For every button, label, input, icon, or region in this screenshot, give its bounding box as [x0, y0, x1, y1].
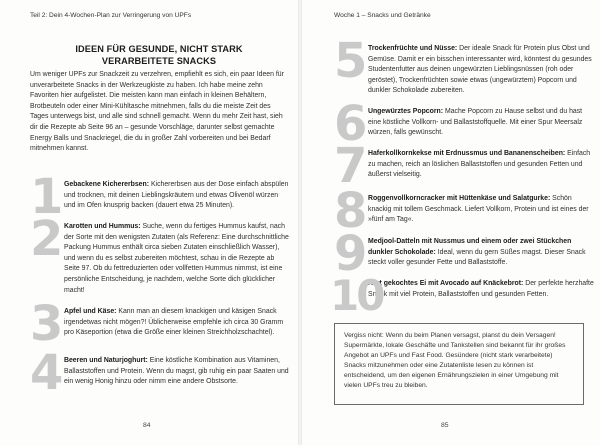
item-body: Schön knackig mit tollem Geschmack. Liefert Vollkorn, Protein und ist eines der »fünf am Tag«. [368, 195, 589, 224]
snack-item-9 [334, 226, 594, 282]
snack-item-5 [334, 33, 594, 97]
item-heading: Beeren und Naturjoghurt: [64, 357, 148, 364]
item-number: 3 [30, 296, 64, 352]
item-body: Kichererbsen aus der Dose einfach abspülen und trocknen, mit deinen Lieblingskräutern und etwas Olivenöl würzen und im Ofen knusprig backen (dauert etwa 25 Minuten). [64, 181, 289, 210]
item-text [334, 107, 594, 139]
item-heading: Apfel und Käse: [64, 308, 117, 315]
item-heading: Karotten und Hummus: [64, 223, 141, 230]
item-number: 2 [30, 211, 64, 267]
item-text [30, 356, 290, 388]
item-body: Suche, wenn du fertiges Hummus kaufst, nach der Sorte mit den wenigsten Zutaten (als Referenz: Eine durchschnittliche Packung Hummus enthält circa sieben Zutaten einschließlich Wasser), und wenn du es selbst zubereiten möchtest, schau in die Rezepte ab Seite 97. Ob du fettreduzierten oder vollfetten Hummus nimmst, ist eine persönliche Entscheidung, je nachdem, welche Sorte dich glücklicher macht! [64, 223, 289, 294]
item-number: 1 [30, 169, 64, 225]
item-heading: Roggenvollkorncracker mit Hüttenkäse und Salatgurke: [368, 195, 551, 202]
running-head: Teil 2: Dein 4-Wochen-Plan zur Verringerung von UPFs [30, 12, 192, 19]
tip-text: Vergiss nicht: Wenn du beim Planen versagst, planst du dein Versagen! Supermärkte, lokale Geschäfte und Tankstellen sind bekannt für ihr großes Angebot an UPFs und Fast Food. Gesündere (nicht stark verarbeitete) Snacks mitzunehmen oder eine Zutatenliste lesen zu können ist entscheidend, um den eigenen Ernährungszielen in einer Umgebung mit vielen UPFs treu zu bleiben. [344, 332, 566, 389]
item-text [334, 194, 594, 226]
item-body: Der perfekte herzhafte Snack mit viel Protein, Ballaststoffen und gesunden Fetten. [368, 280, 594, 298]
item-heading: Hart gekochtes Ei mit Avocado auf Knäckebrot: [368, 280, 524, 287]
snack-item-8 [334, 183, 594, 239]
section-title [30, 43, 288, 67]
running-head: Woche 1 – Snacks und Getränke [334, 12, 431, 19]
page-number: 84 [143, 422, 151, 429]
item-number: 5 [334, 33, 368, 89]
item-heading: Trockenfrüchte und Nüsse: [368, 45, 458, 52]
item-number: 6 [334, 96, 368, 152]
item-number: 4 [30, 345, 64, 401]
item-body: Einfach zu machen, reich an löslichen Ballaststoffen und gesunden Fetten und äußerst vielseitig. [368, 150, 591, 179]
item-body: Ideal, wenn du gern Süßes magst. Dieser Snack steckt voller gesunder Fette und Ballaststoffe. [368, 248, 586, 267]
item-number: 8 [334, 183, 368, 239]
item-text [334, 237, 594, 269]
snack-item-4 [30, 345, 290, 401]
snack-item-1 [30, 169, 290, 225]
title-line-1: IDEEN FÜR GESUNDE, NICHT STARK [75, 44, 243, 54]
item-heading: Gebackene Kichererbsen: [64, 181, 150, 188]
item-body: Mache Popcorn zu Hause selbst und du hast eine köstliche Vollkorn- und Ballaststoffquelle. Mit einer Spur Meersalz würzen, falls gewünscht. [368, 108, 583, 137]
item-heading: Ungewürztes Popcorn: [368, 108, 444, 115]
snack-item-10 [330, 271, 594, 320]
item-text [30, 307, 290, 339]
item-text [30, 222, 290, 296]
snack-item-2 [30, 211, 290, 296]
item-number: 9 [334, 226, 368, 282]
snack-item-6 [334, 96, 594, 152]
snack-item-3 [30, 296, 290, 352]
item-text [334, 44, 594, 97]
item-number: 7 [334, 138, 368, 194]
snack-item-7 [334, 138, 594, 194]
item-body: Kann man an diesem knackigen und käsigen Snack irgendetwas nicht mögen?! Üblicherweise empfehle ich circa 30 Gramm pro Käseportion (etwa die Größe einer kleinen Streichholzschachtel). [64, 308, 284, 337]
tip-box [334, 323, 584, 405]
title-line-2: VERARBEITETE SNACKS [101, 56, 217, 66]
item-text [334, 149, 594, 181]
item-body: Der ideale Snack für Protein plus Obst und Gemüse. Damit er ein bisschen interessanter wird, könntest du gesundes Studentenfutter aus deinen ungewürzten Lieblingsnüssen (roh oder geröstet), Trockenfrüchten sowie etwas (ungewürztem) Popcorn und dunkler Schokolade zubereiten. [368, 45, 592, 95]
item-body: Eine köstliche Kombination aus Vitaminen, Ballaststoffen und Protein. Wenn du magst, gib ruhig ein paar Saaten und ein wenig Honig hinzu oder nimm eine andere Obstsorte. [64, 357, 289, 386]
item-heading: Medjool-Datteln mit Nussmus und einem oder zwei Stückchen dunkler Schokolade: [368, 238, 572, 256]
item-number: 10 [330, 271, 383, 320]
intro-paragraph: Um weniger UPFs zur Snackzeit zu verzehren, empfiehlt es sich, ein paar Ideen für unverarbeitete Snacks in der Werkzeugkiste zu haben. Ich habe meine zehn Favoriten hier aufgelistet. Die meisten kann man einfach in kleinen Behältern, Brotbeuteln oder einer Mini-Kühltasche mitnehmen, falls du die meiste Zeit des Tages unterwegs bist, und alle sind schnell gemacht. Wenn du mehr Zeit hast, sieh dir die Rezepte ab Seite 96 an – gesunde Vorschläge, darunter selbst gemachte Energy Balls und Snackriegel, die du in großer Zahl vorbereiten und bei Bedarf mitnehmen kannst. [30, 71, 284, 153]
item-heading: Haferkollkornkekse mit Erdnussmus und Bananenscheiben: [368, 150, 566, 157]
left-page [0, 0, 298, 445]
page-number: 85 [441, 422, 449, 429]
right-page [302, 0, 600, 445]
item-text [30, 180, 290, 212]
